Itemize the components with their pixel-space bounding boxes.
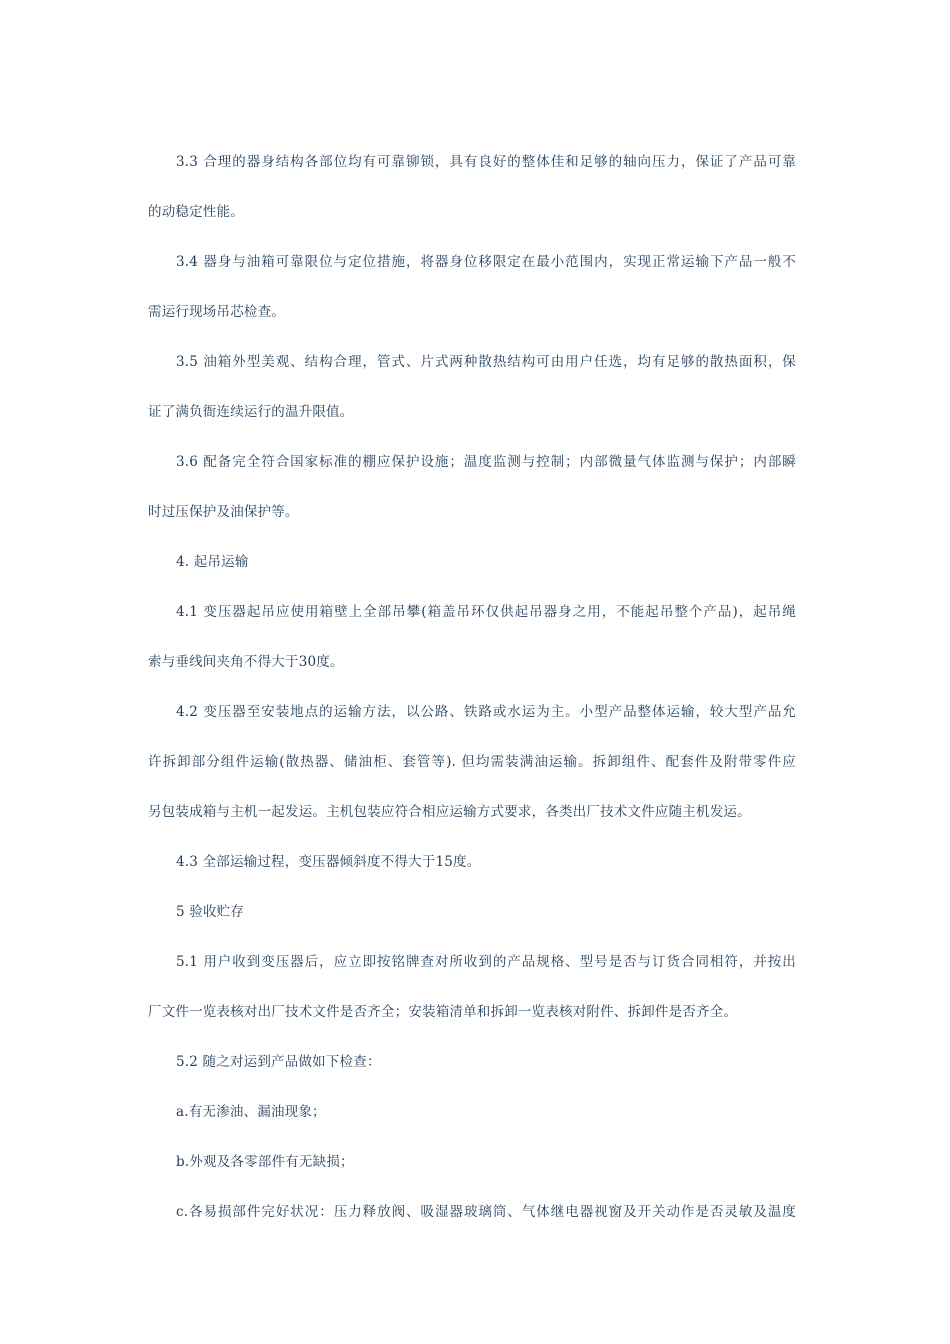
list-item-a: a.有无渗油、漏油现象； bbox=[176, 1104, 326, 1120]
paragraph-3-5-line-1: 3.5 油箱外型美观、结构合理，管式、片式两种散热结构可由用户任选，均有足够的散热面积，保 bbox=[176, 354, 796, 370]
paragraph-3-4-line-2: 需运行现场吊芯检查。 bbox=[148, 304, 285, 320]
list-item-b: b.外观及各零部件有无缺损； bbox=[176, 1154, 354, 1170]
paragraph-5-1-line-2: 厂文件一览表核对出厂技术文件是否齐全；安装箱清单和拆卸一览表核对附件、拆卸件是否齐全。 bbox=[148, 1004, 738, 1020]
paragraph-3-4-line-1: 3.4 器身与油箱可靠限位与定位措施，将器身位移限定在最小范围内，实现正常运输下产品一般不 bbox=[176, 254, 796, 270]
paragraph-4-1-line-1: 4.1 变压器起吊应使用箱壁上全部吊攀(箱盖吊环仅供起吊器身之用，不能起吊整个产品)，起吊绳 bbox=[176, 604, 796, 620]
section-5-heading: 5 验收贮存 bbox=[176, 904, 245, 920]
paragraph-5-1-line-1: 5.1 用户收到变压器后，应立即按铭牌查对所收到的产品规格、型号是否与订货合同相符，并按出 bbox=[176, 954, 796, 970]
paragraph-3-3-line-2: 的动稳定性能。 bbox=[148, 204, 244, 220]
paragraph-3-6-line-1: 3.6 配备完全符合国家标准的棚应保护设施；温度监测与控制；内部微量气体监测与保护；内部瞬 bbox=[176, 454, 796, 470]
paragraph-3-6-line-2: 时过压保护及油保护等。 bbox=[148, 504, 299, 520]
paragraph-4-3-line-1: 4.3 全部运输过程，变压器倾斜度不得大于15度。 bbox=[176, 854, 481, 870]
paragraph-4-1-line-2: 索与垂线间夹角不得大于30度。 bbox=[148, 654, 344, 670]
section-4-heading: 4. 起吊运输 bbox=[176, 554, 249, 570]
paragraph-3-5-line-2: 证了满负衙连续运行的温升限值。 bbox=[148, 404, 354, 420]
paragraph-4-2-line-3: 另包装成箱与主机一起发运。主机包装应符合相应运输方式要求，各类出厂技术文件应随主机发运。 bbox=[148, 804, 751, 820]
paragraph-3-3-line-1: 3.3 合理的器身结构各部位均有可靠铆锁，具有良好的整体佳和足够的轴向压力，保证了产品可靠 bbox=[176, 154, 796, 170]
paragraph-5-2-line-1: 5.2 随之对运到产品做如下检查： bbox=[176, 1054, 381, 1070]
list-item-c: c.各易损部件完好状况：压力释放阀、吸湿器玻璃筒、气体继电器视窗及开关动作是否灵敏及温度 bbox=[176, 1204, 796, 1220]
paragraph-4-2-line-2: 许拆卸部分组件运输(散热器、储油柜、套管等). 但均需装满油运输。拆卸组件、配套件及附带零件应 bbox=[148, 754, 796, 770]
paragraph-4-2-line-1: 4.2 变压器至安装地点的运输方法，以公路、铁路或水运为主。小型产品整体运输，较大型产品允 bbox=[176, 704, 796, 720]
